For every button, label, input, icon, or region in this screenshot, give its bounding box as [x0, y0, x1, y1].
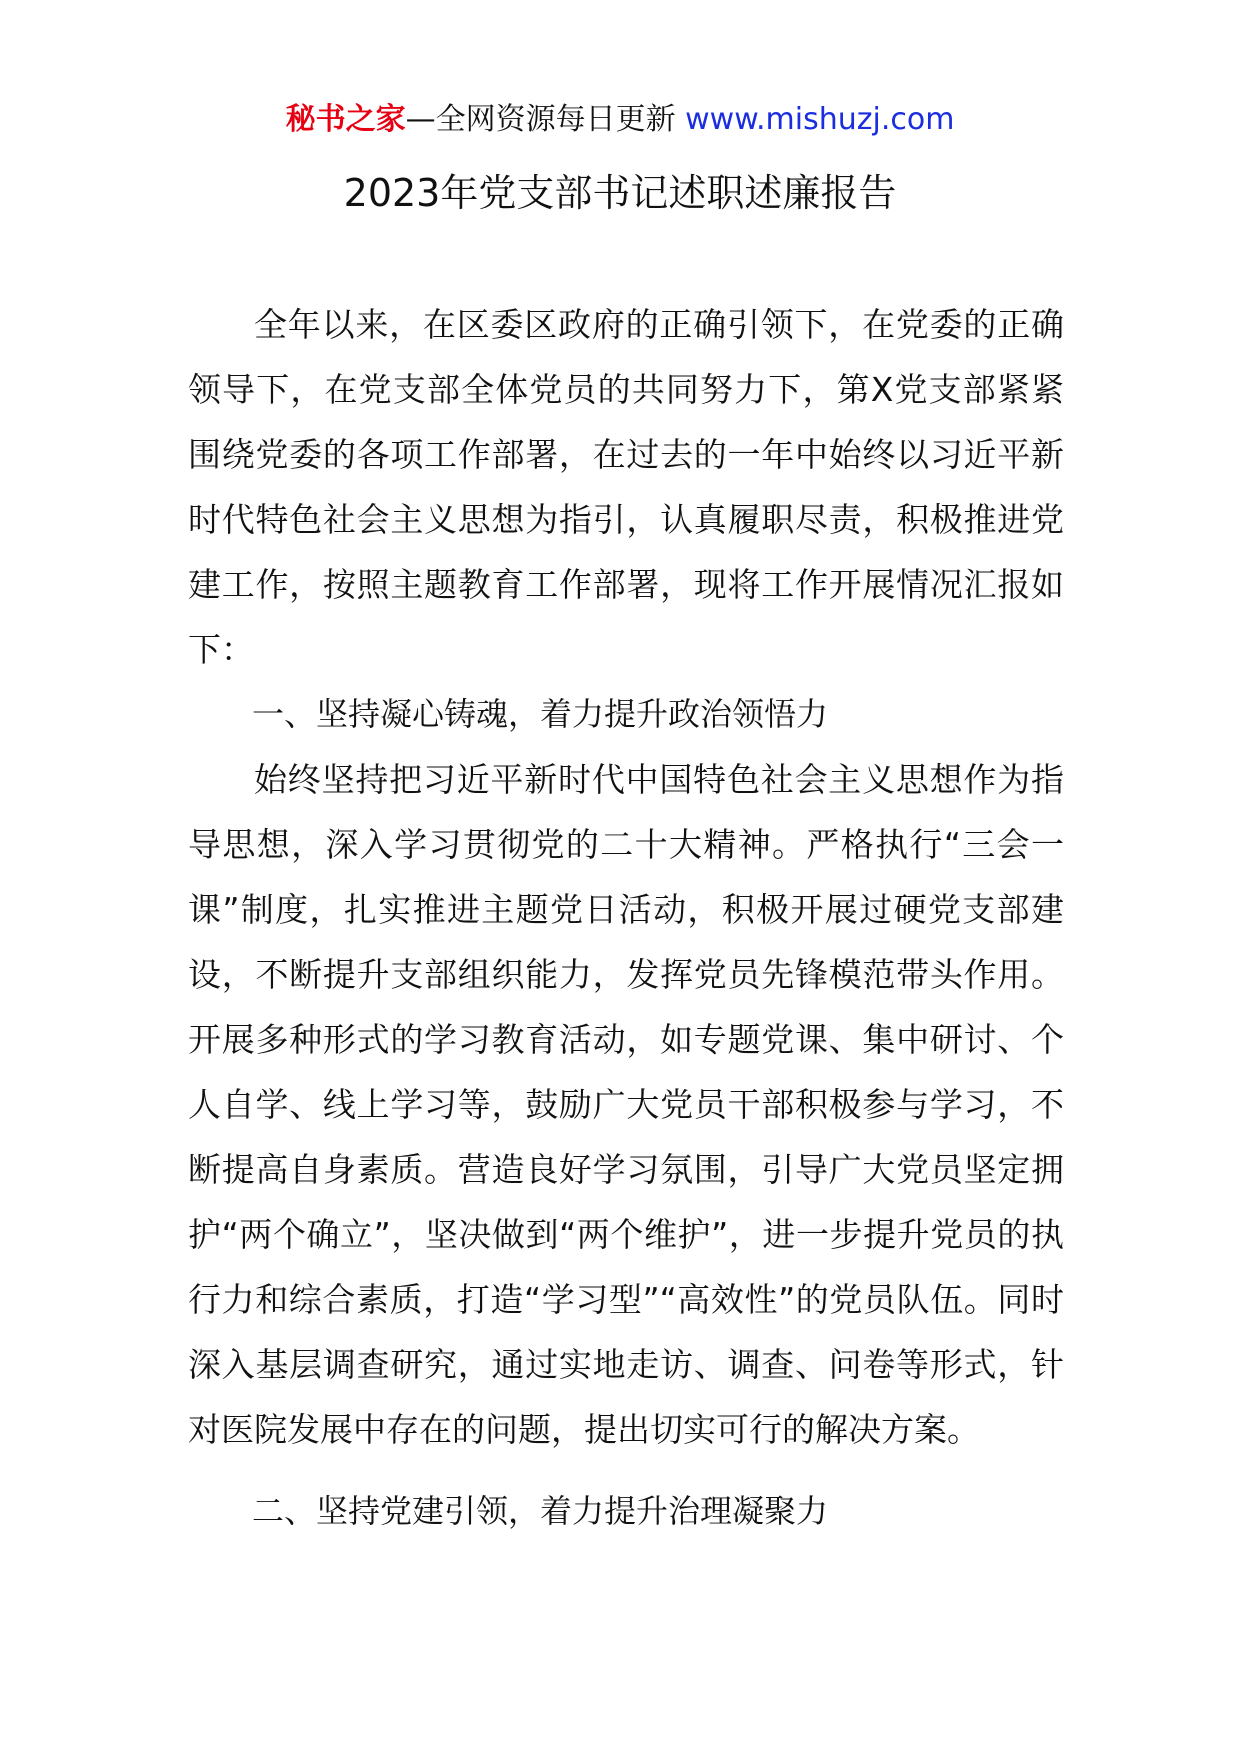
section-heading-2: 二、坚持党建引领，着力提升治理凝聚力 [252, 1492, 829, 1530]
site-header [0, 100, 1240, 140]
site-slogan: —全网资源每日更新 [405, 102, 676, 137]
document-title: 2023年党支部书记述职述廉报告 [343, 171, 897, 215]
intro-paragraph: 全年以来，在区委区政府的正确引领下，在党委的正确领导下，在党支部全体党员的共同努力下，第X党支部紧紧围绕党委的各项工作部署，在过去的一年中始终以习近平新时代特色社会主义思想为指引，认真履职尽责，积极推进党建工作，按照主题教育工作部署，现将工作开展情况汇报如下： [188, 305, 1064, 669]
section-heading-1: 一、坚持凝心铸魂，着力提升政治领悟力 [252, 695, 829, 733]
site-brand: 秘书之家 [285, 102, 406, 137]
site-url-link[interactable]: www.mishuzj.com [685, 102, 955, 137]
section-1-paragraph: 始终坚持把习近平新时代中国特色社会主义思想作为指导思想，深入学习贯彻党的二十大精神。严格执行“三会一课”制度，扎实推进主题党日活动，积极开展过硬党支部建设，不断提升支部组织能力，发挥党员先锋模范带头作用。开展多种形式的学习教育活动，如专题党课、集中研讨、个人自学、线上学习等，鼓励广大党员干部积极参与学习，不断提高自身素质。营造良好学习氛围，引导广大党员坚定拥护“两个确立”，坚决做到“两个维护”，进一步提升党员的执行力和综合素质，打造“学习型”“高效性”的党员队伍。同时深入基层调查研究，通过实地走访、调查、问卷等形式，针对医院发展中存在的问题，提出切实可行的解决方案。 [188, 760, 1064, 1449]
document-body [188, 292, 1064, 1544]
